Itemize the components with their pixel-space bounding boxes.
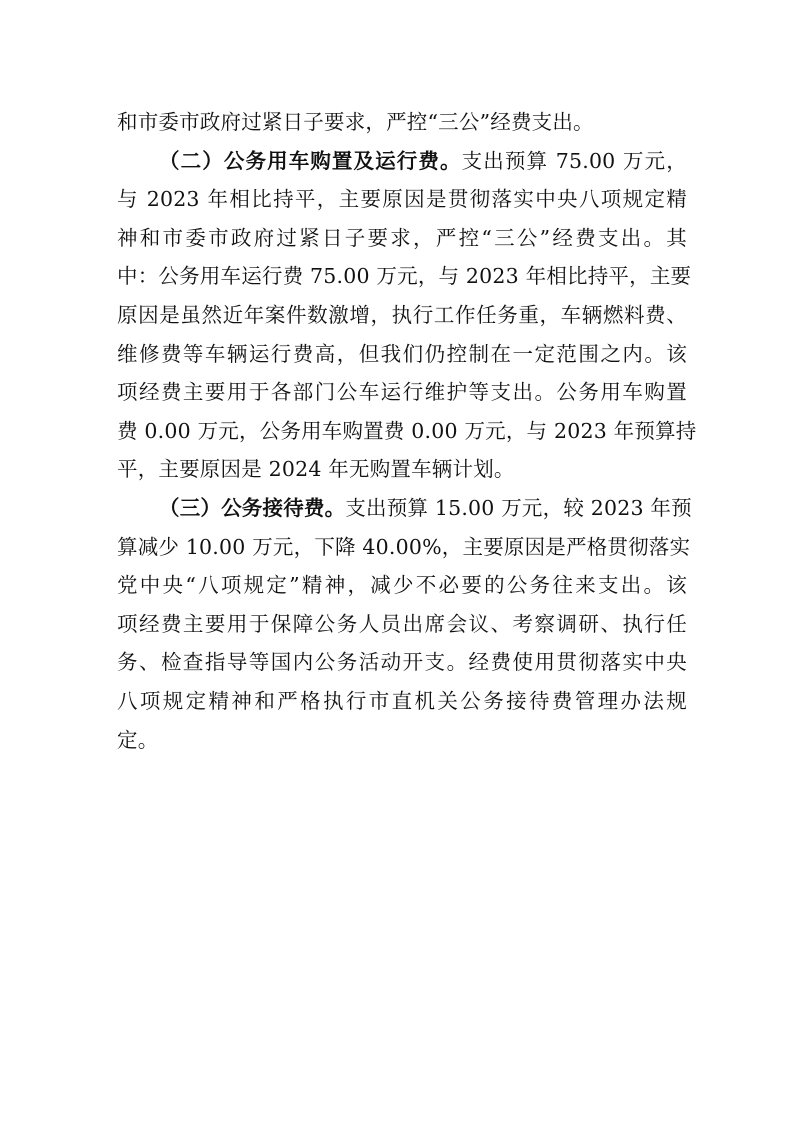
text-line (117, 605, 687, 644)
text-line (117, 373, 687, 412)
text-line (117, 682, 687, 721)
text-line (117, 257, 692, 296)
line-text: 原因是虽然近年案件数激增，执行工作任务重，车辆燃料费、 (117, 302, 687, 327)
line-text: 项经费主要用于各部门公车运行维护等支出。公务用车购置 (117, 380, 687, 405)
line-text: 神和市委市政府过紧日子要求，严控“三公”经费支出。其 (117, 225, 687, 250)
text-line (117, 219, 687, 258)
line-text: 八项规定精神和严格执行市直机关公务接待费管理办法规 (117, 688, 687, 713)
line-text: 项经费主要用于保障公务人员出席会议、考察调研、执行任 (117, 611, 687, 636)
line-text: 定。 (117, 727, 159, 752)
text-line (117, 566, 687, 605)
text-line (117, 296, 687, 335)
text-line (117, 528, 691, 567)
section-heading: （二）公务用车购置及运行费。 (159, 148, 462, 173)
text-line (117, 180, 687, 219)
text-line (117, 103, 687, 142)
body-text (117, 103, 697, 759)
text-line (117, 643, 687, 682)
text-line (117, 142, 687, 181)
line-text: 中：公务用车运行费 75.00 万元，与 2023 年相比持平，主要 (117, 264, 692, 289)
line-text: 务、检查指导等国内公务活动开支。经费使用贯彻落实中央 (117, 650, 687, 675)
line-text: 支出预算 15.00 万元，较 2023 年预 (345, 495, 692, 520)
line-text: 费 0.00 万元，公务用车购置费 0.00 万元，与 2023 年预算持 (117, 418, 697, 443)
line-text: 党中央“八项规定”精神，减少不必要的公务往来支出。该 (117, 573, 687, 598)
line-text: 平，主要原因是 2024 年无购置车辆计划。 (117, 457, 515, 482)
line-text: 与 2023 年相比持平，主要原因是贯彻落实中央八项规定精 (117, 187, 687, 212)
line-text: 维修费等车辆运行费高，但我们仍控制在一定范围之内。该 (117, 341, 687, 366)
line-text: 算减少 10.00 万元，下降 40.00%，主要原因是严格贯彻落实 (117, 534, 691, 559)
text-line (117, 450, 687, 489)
text-line (117, 412, 697, 451)
line-text: 支出预算 75.00 万元， (461, 148, 687, 173)
section-heading: （三）公务接待费。 (159, 495, 346, 520)
line-text: 和市委市政府过紧日子要求，严控“三公”经费支出。 (117, 110, 594, 134)
text-line (117, 489, 692, 528)
text-line (117, 721, 687, 760)
text-line (117, 335, 687, 374)
